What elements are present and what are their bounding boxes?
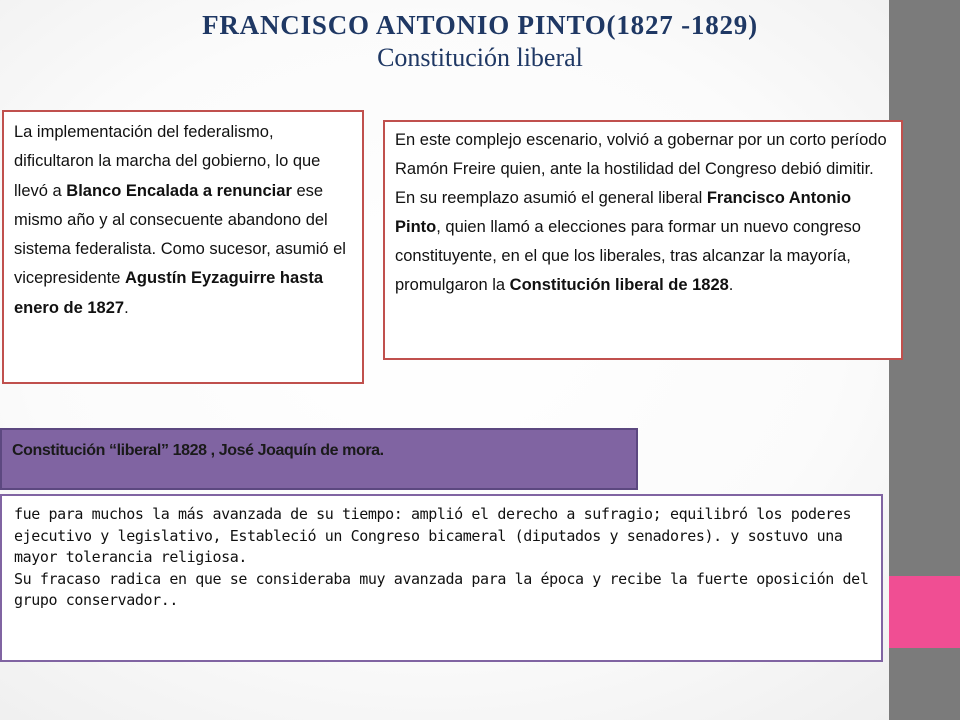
bottom-paragraph-2: Su fracaso radica en que se consideraba muy avanzada para la época y recibe la fuerte oposición del grupo conservador.. <box>14 569 869 609</box>
side-accent-block <box>889 576 960 648</box>
bottom-paragraph-1: fue para muchos la más avanzada de su tiempo: amplió el derecho a sufragio; equilibró los poderes ejecutivo y legislativo, Estableció un Congreso bicameral (diputados y senadores). y sostuvo una mayor tolerancia religiosa. <box>14 505 852 566</box>
right-bold-2: Constitución liberal de 1828 <box>509 276 729 294</box>
left-text-1: La implementación del federalismo, dificultaron la marcha del gobierno, lo que llevó a <box>14 123 321 200</box>
left-bold-2: Agustín Eyzaguirre hasta enero de 1827 <box>14 269 324 317</box>
bottom-text-box <box>0 494 883 662</box>
banner-text: Constitución “liberal” 1828 , José Joaquín de mora. <box>12 442 384 459</box>
left-text-box <box>2 110 364 384</box>
left-text-2: ese mismo año y al consecuente abandono del sistema federalista. Como sucesor, asumió el vicepresidente <box>14 181 346 288</box>
title-subtitle: Constitución liberal <box>377 43 583 72</box>
title-main: FRANCISCO ANTONIO PINTO(1827 -1829) <box>202 10 758 40</box>
right-text-box <box>383 120 903 360</box>
right-text-2: , quien llamó a elecciones para formar un nuevo congreso constituyente, en el que los liberales, tras alcanzar la mayoría, promulgaron la <box>395 218 861 294</box>
left-bold-1: Blanco Encalada a renunciar <box>66 181 292 200</box>
slide-title <box>0 10 960 73</box>
right-text-1: En este complejo escenario, volvió a gobernar por un corto período Ramón Freire quien, ante la hostilidad del Congreso debió dimitir. En su reemplazo asumió el general liberal <box>395 131 887 207</box>
constitution-banner <box>0 428 638 490</box>
right-bold-1: Francisco Antonio Pinto <box>395 189 852 236</box>
left-text-3: . <box>124 298 129 317</box>
right-text-3: . <box>728 276 734 294</box>
